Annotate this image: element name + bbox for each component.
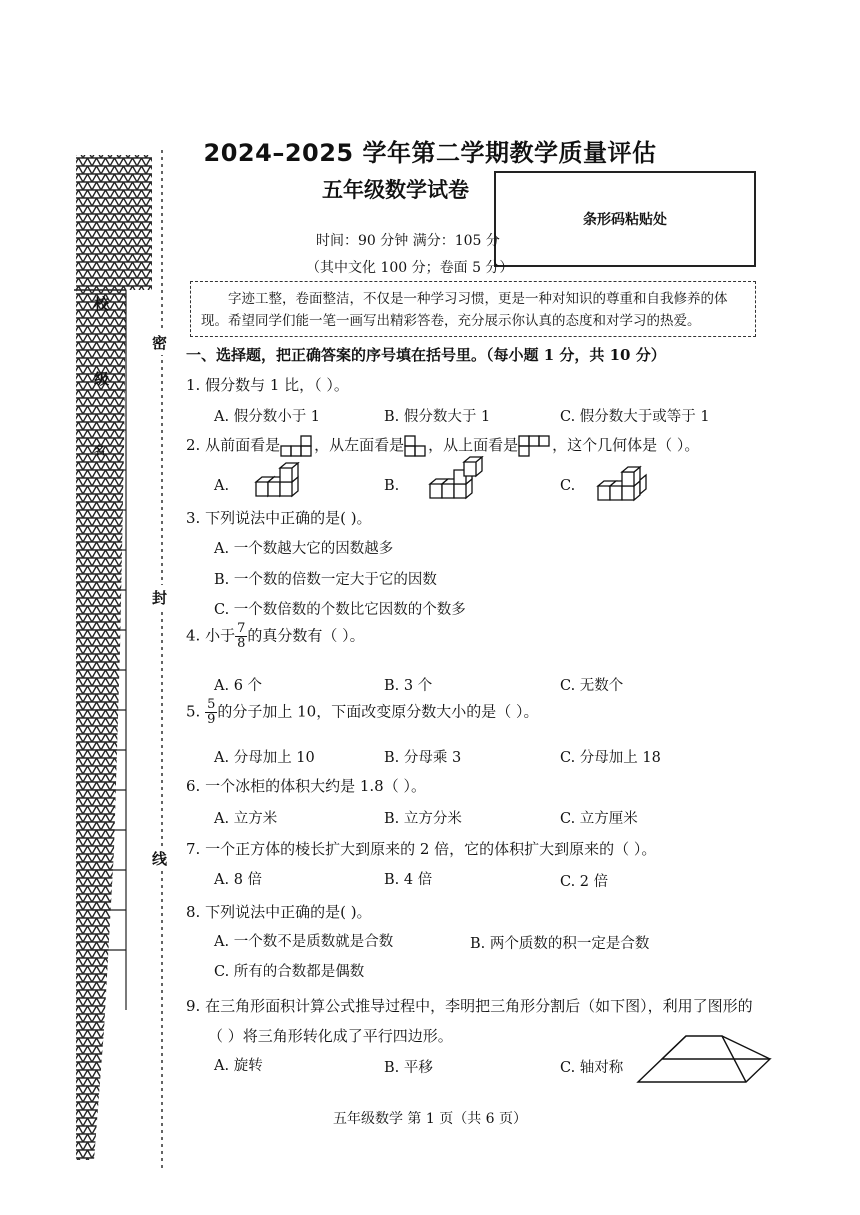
q2-solid-a-icon [254,462,304,500]
q2-text-top: ，从上面看是 [428,436,519,454]
q9-option-a: A. 旋转 [214,1058,263,1074]
front-view-icon [280,435,314,457]
q5-option-b: B. 分母乘 3 [384,750,462,766]
parallelogram-figure [636,1032,774,1086]
q4-text-after: 的真分数有（ ）。 [247,626,365,645]
exam-subtitle: 五年级数学试卷 [322,178,469,202]
q5-number: 5. [186,702,201,721]
barcode-label: 条形码粘贴处 [583,212,667,228]
q2-solid-b-icon [428,456,488,502]
question-9-line2: （ ）将三角形转化成了平行四边形。 [208,1027,453,1045]
q4-frac-num: 7 [237,621,246,636]
q8-option-c: C. 所有的合数都是偶数 [214,964,365,980]
q1-option-c: C. 假分数大于或等于 1 [560,409,710,425]
question-2 [186,434,699,457]
question-8: 8. 下列说法中正确的是( )。 [186,903,372,921]
seal-char-xian: 线 [152,846,167,871]
exam-title: 2024–2025 学年第二学期教学质量评估 [203,139,657,167]
question-4 [186,622,365,651]
barcode-box [494,171,756,267]
q3-option-a: A. 一个数越大它的因数越多 [214,541,394,557]
page-footer: 五年级数学 第 1 页（共 6 页） [332,1111,528,1127]
q5-frac-den: 9 [207,712,216,727]
q2-text-end: ，这个几何体是（ ）。 [552,436,700,454]
q6-option-a: A. 立方米 [214,811,278,827]
q2-option-a: A. [214,478,230,494]
question-5 [186,698,539,727]
q5-frac-num: 5 [207,697,216,712]
q4-option-a: A. 6 个 [214,678,263,694]
q7-option-b: B. 4 倍 [384,872,433,888]
q3-option-b: B. 一个数的倍数一定大于它的因数 [214,572,437,588]
binding-strip [74,150,168,1170]
q1-option-b: B. 假分数大于 1 [384,409,491,425]
notice-box: 字迹工整，卷面整洁，不仅是一种学习习惯，更是一种对知识的尊重和自我修养的体现。希望同学们能一笔一画写出精彩答卷，充分展示你认真的态度和对学习的热爱。 [190,281,756,337]
q5-fraction [205,698,217,727]
q4-option-b: B. 3 个 [384,678,433,694]
name-label: 名 [94,444,105,457]
question-3: 3. 下列说法中正确的是( )。 [186,509,372,527]
question-7: 7. 一个正方体的棱长扩大到原来的 2 倍，它的体积扩大到原来的（ ）。 [186,840,657,858]
q5-option-c: C. 分母加上 18 [560,750,661,766]
q3-option-c: C. 一个数倍数的个数比它因数的个数多 [214,602,466,618]
q2-option-b: B. [384,478,400,494]
q2-text-front: 2. 从前面看是 [186,436,281,454]
question-1: 1. 假分数与 1 比，（ ）。 [186,376,349,394]
school-label: 校 [94,295,110,313]
q4-fraction [235,622,247,651]
q8-option-b: B. 两个质数的积一定是合数 [470,936,650,952]
q7-option-a: A. 8 倍 [214,872,263,888]
q7-option-c: C. 2 倍 [560,874,609,890]
q6-option-c: C. 立方厘米 [560,811,638,827]
score-breakdown: （其中文化 100 分；卷面 5 分） [306,260,514,276]
left-view-icon [404,435,428,457]
q6-option-b: B. 立方分米 [384,811,462,827]
q9-option-c: C. 轴对称 [560,1060,624,1076]
q2-text-left: ，从左面看是 [314,436,405,454]
seal-char-mi: 密 [152,330,167,355]
time-score: 时间：90 分钟 满分：105 分 [316,233,500,249]
q4-option-c: C. 无数个 [560,678,624,694]
q4-text-before: 4. 小于 [186,626,236,645]
question-9: 9. 在三角形面积计算公式推导过程中，李明把三角形分割后（如下图），利用了图形的 [186,997,753,1015]
q2-solid-c-icon [596,460,654,504]
top-view-icon [518,435,552,457]
binding-pattern [74,150,168,1170]
q2-option-c: C. [560,478,576,494]
q4-frac-den: 8 [237,636,246,651]
class-label: 级 [94,370,110,388]
q1-option-a: A. 假分数小于 1 [214,409,321,425]
question-6: 6. 一个冰柜的体积大约是 1.8（ ）。 [186,777,426,795]
seal-char-feng: 封 [152,585,167,610]
q5-text-after: 的分子加上 10，下面改变原分数大小的是（ ）。 [217,702,539,721]
q9-option-b: B. 平移 [384,1060,433,1076]
q8-option-a: A. 一个数不是质数就是合数 [214,934,394,950]
q5-option-a: A. 分母加上 10 [214,750,315,766]
section-heading: 一、选择题，把正确答案的序号填在括号里。（每小题 1 分，共 10 分） [186,346,666,364]
